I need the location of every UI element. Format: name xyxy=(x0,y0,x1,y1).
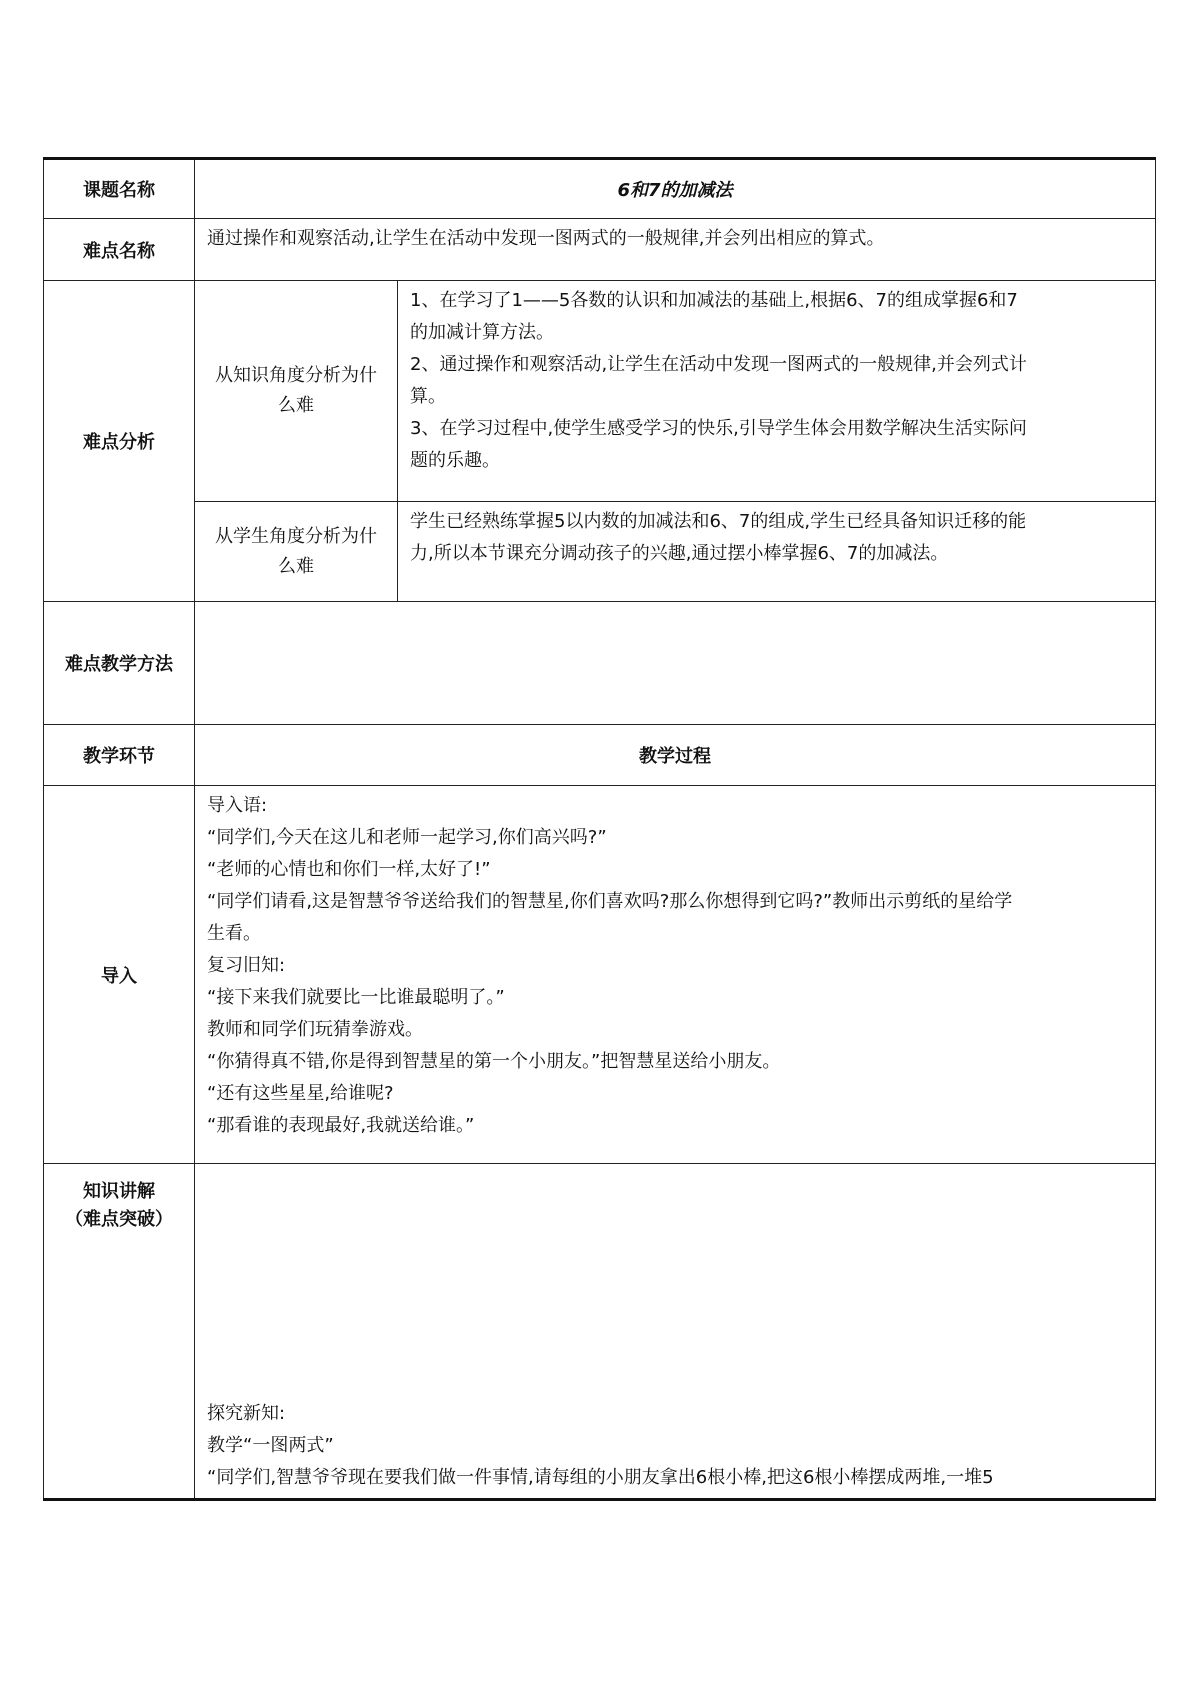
intro-line: “那看谁的表现最好,我就送给谁。” xyxy=(207,1115,475,1136)
intro-line: “同学们请看,这是智慧爷爷送给我们的智慧星,你们喜欢吗?那么你想得到它吗?”教师出示剪纸的星给学 xyxy=(207,891,1013,912)
row-analysis-knowledge xyxy=(44,281,1156,502)
row-difficulty xyxy=(44,219,1156,281)
row-intro xyxy=(44,786,1156,1164)
intro-content xyxy=(195,786,1156,1164)
intro-line: “还有这些星星,给谁呢? xyxy=(207,1083,394,1104)
process-header: 教学过程 xyxy=(195,725,1156,786)
knowledge-line: 3、在学习过程中,使学生感受学习的快乐,引导学生体会用数学解决生活实际问 xyxy=(410,418,1027,439)
student-line: 力,所以本节课充分调动孩子的兴趣,通过摆小棒掌握6、7的加减法。 xyxy=(410,543,949,564)
knowledge-label-line1: 知识讲解 xyxy=(83,1181,155,1202)
intro-label: 导入 xyxy=(44,786,195,1164)
stage-header: 教学环节 xyxy=(44,725,195,786)
student-line: 学生已经熟练掌握5以内数的加减法和6、7的组成,学生已经具备知识迁移的能 xyxy=(410,511,1027,532)
lesson-plan-table xyxy=(43,157,1156,1501)
knowledge-content-line: 教学“一图两式” xyxy=(207,1435,334,1456)
intro-line: “你猜得真不错,你是得到智慧星的第一个小朋友。”把智慧星送给小朋友。 xyxy=(207,1051,781,1072)
knowledge-angle-label: 从知识角度分析为什么难 xyxy=(195,281,398,502)
knowledge-line: 1、在学习了1——5各数的认识和加减法的基础上,根据6、7的组成掌握6和7 xyxy=(410,290,1018,311)
knowledge-content-line: 探究新知: xyxy=(207,1403,286,1424)
knowledge-content-line: “同学们,智慧爷爷现在要我们做一件事情,请每组的小朋友拿出6根小棒,把这6根小棒摆成两堆,一堆5 xyxy=(207,1467,994,1488)
intro-line: 复习旧知: xyxy=(207,955,286,976)
knowledge-content xyxy=(195,1164,1156,1500)
intro-line: “同学们,今天在这儿和老师一起学习,你们高兴吗?” xyxy=(207,827,607,848)
student-angle-label: 从学生角度分析为什么难 xyxy=(195,502,398,602)
knowledge-line: 题的乐趣。 xyxy=(410,450,500,471)
knowledge-label xyxy=(44,1164,195,1500)
intro-line: “接下来我们就要比一比谁最聪明了。” xyxy=(207,987,505,1008)
analysis-label: 难点分析 xyxy=(44,281,195,602)
row-knowledge xyxy=(44,1164,1156,1500)
knowledge-line: 的加减计算方法。 xyxy=(410,322,554,343)
difficulty-label: 难点名称 xyxy=(44,219,195,281)
intro-line: 导入语: xyxy=(207,795,268,816)
topic-value: 6和7的加减法 xyxy=(195,159,1156,219)
row-process-header xyxy=(44,725,1156,786)
knowledge-line: 算。 xyxy=(410,386,446,407)
intro-line: 教师和同学们玩猜拳游戏。 xyxy=(207,1019,423,1040)
difficulty-value: 通过操作和观察活动,让学生在活动中发现一图两式的一般规律,并会列出相应的算式。 xyxy=(195,219,1156,281)
intro-line: “老师的心情也和你们一样,太好了!” xyxy=(207,859,491,880)
method-label: 难点教学方法 xyxy=(44,602,195,725)
student-angle-text xyxy=(398,502,1156,602)
method-value xyxy=(195,602,1156,725)
knowledge-line: 2、通过操作和观察活动,让学生在活动中发现一图两式的一般规律,并会列式计 xyxy=(410,354,1027,375)
intro-line: 生看。 xyxy=(207,923,261,944)
topic-label: 课题名称 xyxy=(44,159,195,219)
row-analysis-student xyxy=(44,502,1156,602)
row-method xyxy=(44,602,1156,725)
knowledge-angle-text xyxy=(398,281,1156,502)
knowledge-label-line2: （难点突破） xyxy=(65,1209,173,1230)
row-topic xyxy=(44,159,1156,219)
